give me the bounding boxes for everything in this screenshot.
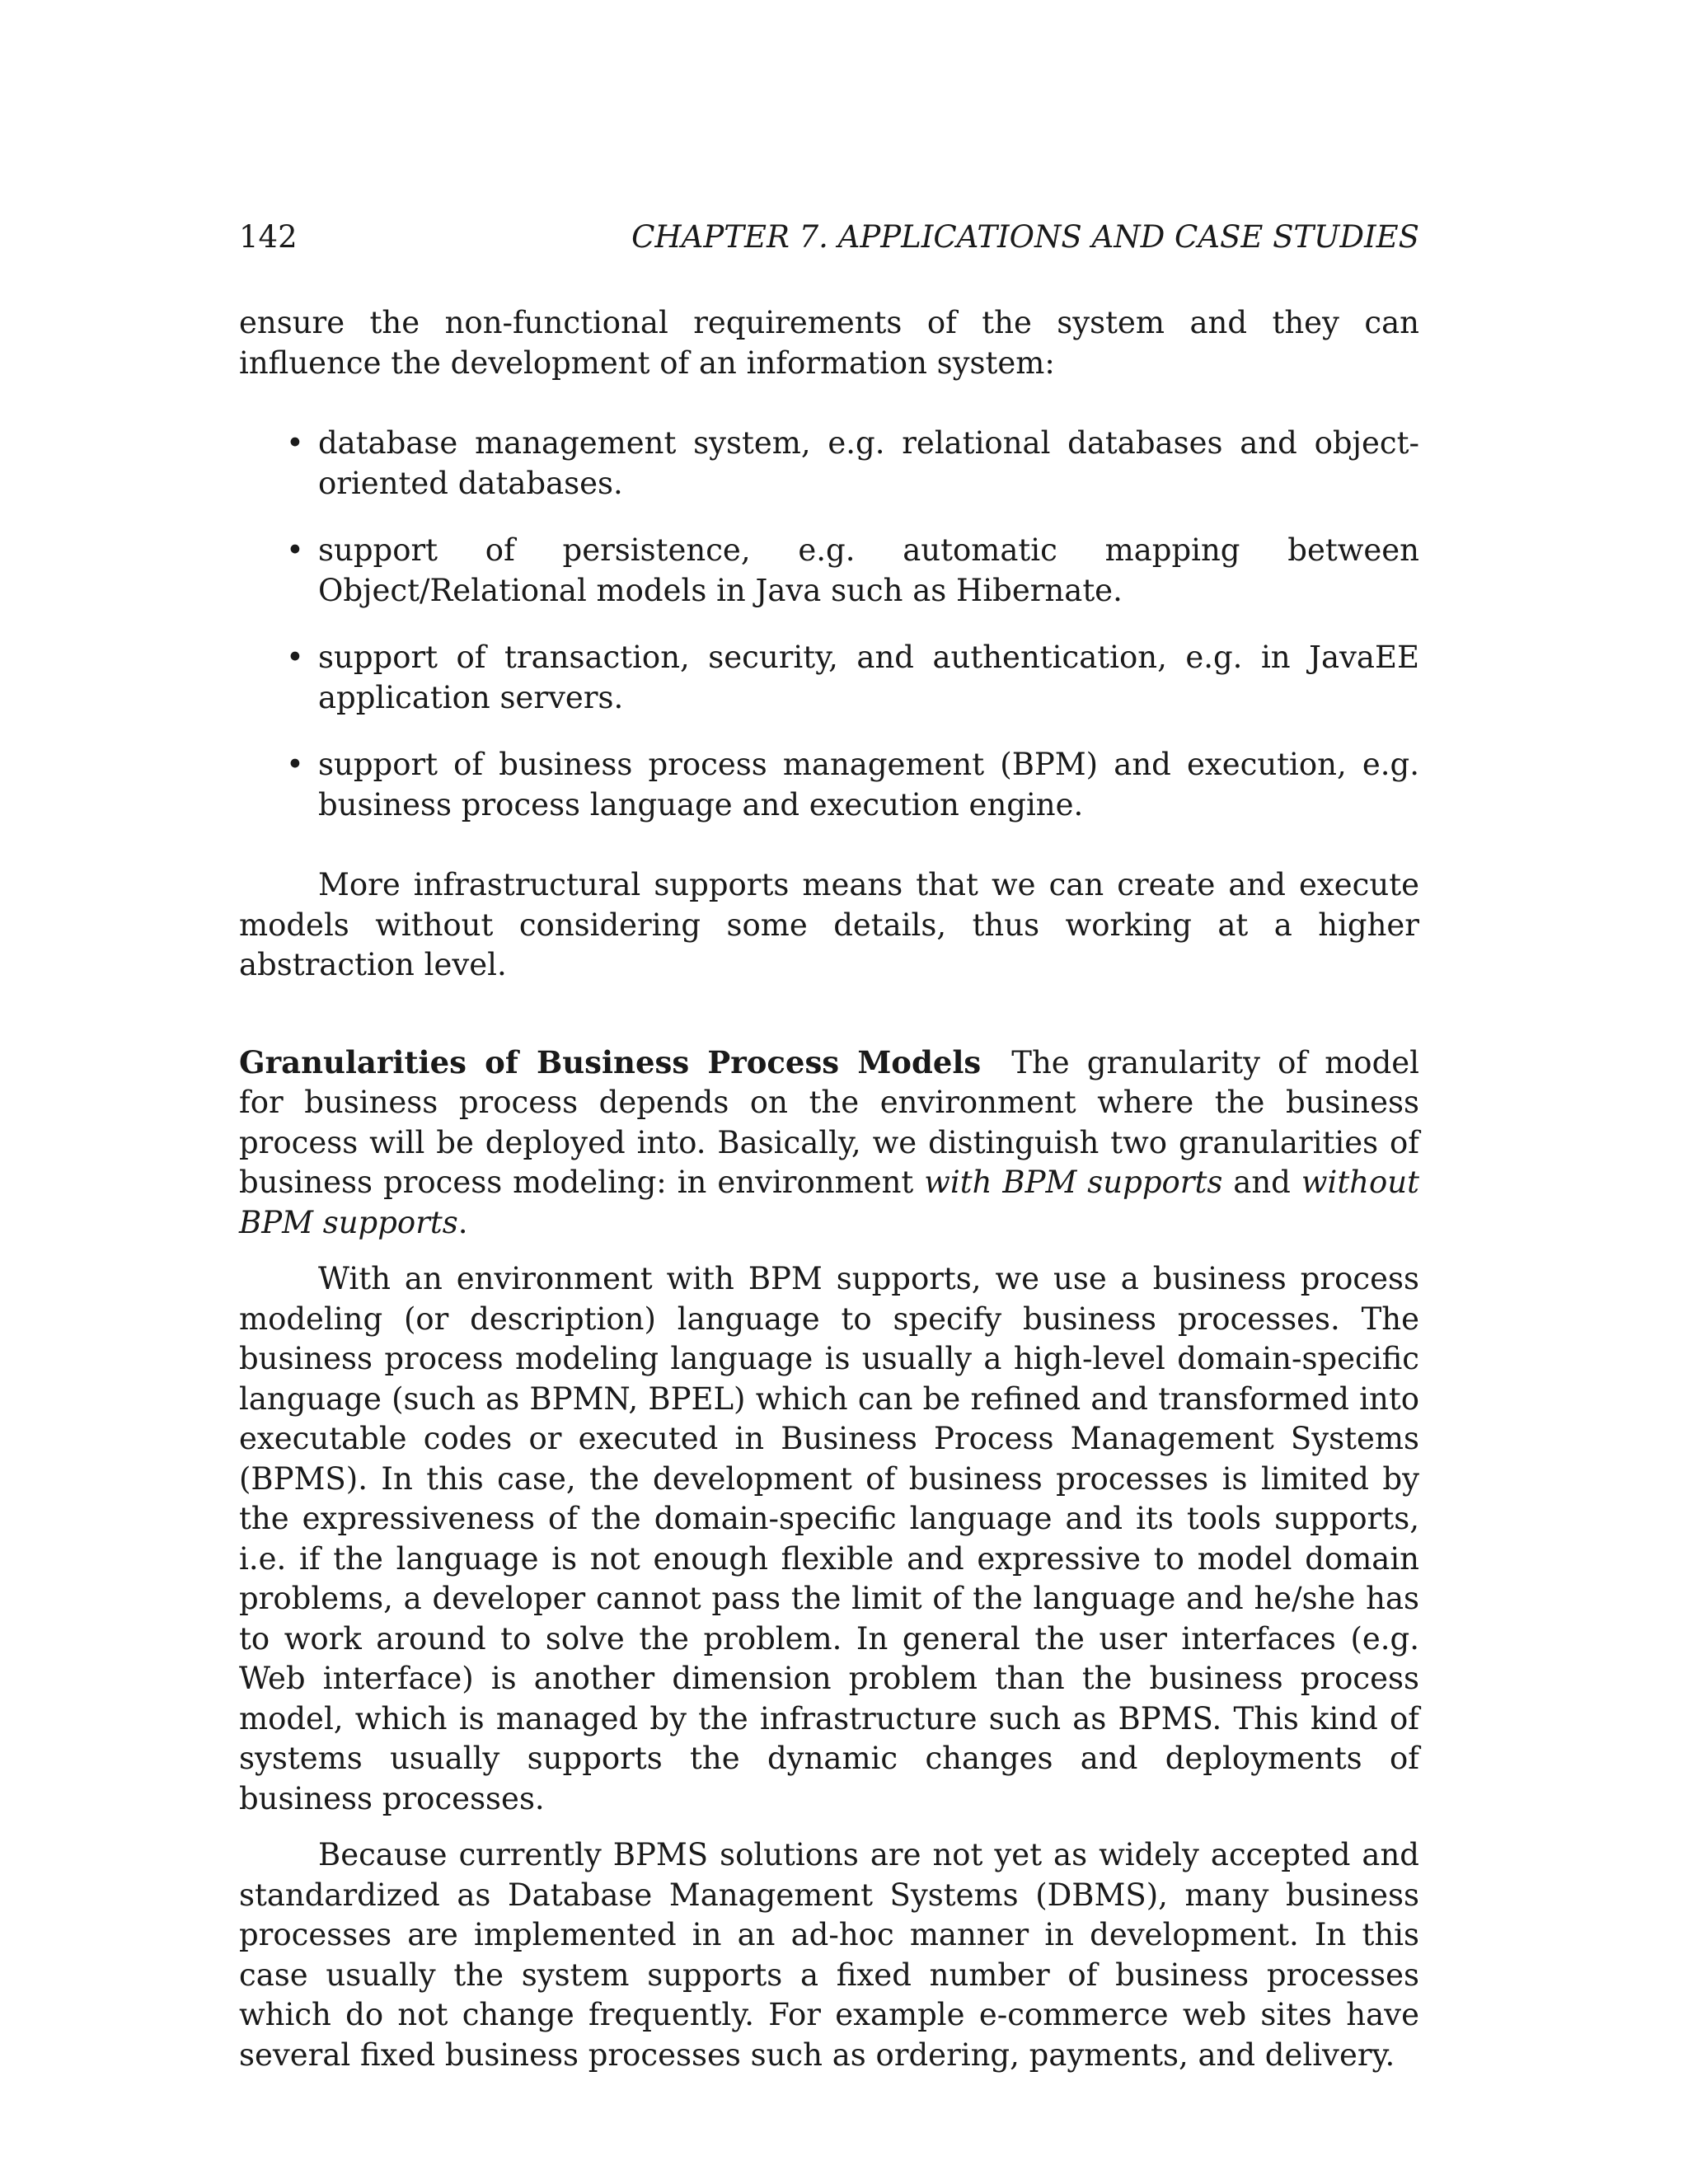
granularity-paragraph xyxy=(239,1043,1419,1244)
list-item-text: support of persistence, e.g. automatic mapping between Object/Relational models in Java such as Hibernate. xyxy=(318,532,1419,608)
section-heading: Granularities of Business Process Models xyxy=(239,1043,982,1080)
granularity-emphasis-without: without BPM supports xyxy=(239,1165,1419,1240)
page-number: 142 xyxy=(239,219,298,255)
dbms-paragraph: Because currently BPMS solutions are not yet as widely accepted and standardized as Database Management Systems (DBMS), many business processes are implemented in an ad-hoc manner in development. In this case usually the system supports a fixed number of business processes which do not change frequently. For example e-commerce web sites have several fixed business processes such as ordering, payments, and delivery. xyxy=(239,1837,1419,2073)
granularity-text-before: The granularity of model for business process depends on the environment where the business process will be deployed into. Basically, we distinguish two granularities of business process modeling: in environment xyxy=(239,1044,1419,1200)
infrastructure-paragraph: More infrastructural supports means that we can create and execute models without considering some details, thus working at a higher abstraction level. xyxy=(239,867,1419,982)
heading-spacer xyxy=(981,1045,1011,1080)
granularity-text-after: . xyxy=(457,1204,468,1240)
bpm-paragraph: With an environment with BPM supports, we use a business process modeling (or description) language to specify business processes. The business process modeling language is usually a high-level domain-specific language (such as BPMN, BPEL) which can be refined and transformed into executable codes or executed in Business Process Management Systems (BPMS). In this case, the development of business processes is limited by the expressiveness of the domain-specific language and its tools supports, i.e. if the language is not enough flexible and expressive to model domain problems, a developer cannot pass the limit of the language and he/she has to work around to solve the problem. In general the user interfaces (e.g. Web interface) is another dimension problem than the business process model, which is managed by the infrastructure such as BPMS. This kind of systems usually supports the dynamic changes and deployments of business processes. xyxy=(239,1261,1419,1816)
granularity-emphasis-with: with BPM supports xyxy=(924,1165,1223,1200)
list-item xyxy=(286,745,1419,825)
list-item xyxy=(286,424,1419,504)
list-item-text: database management system, e.g. relational databases and object-oriented databases. xyxy=(318,425,1419,501)
list-item xyxy=(286,638,1419,718)
bullet-icon: • xyxy=(286,532,304,568)
infrastructure-list xyxy=(239,424,1419,825)
granularity-text-middle: and xyxy=(1222,1165,1301,1200)
body-text xyxy=(239,303,1419,2075)
list-item xyxy=(286,531,1419,611)
list-item-text: support of transaction, security, and authentication, e.g. in JavaEE application servers. xyxy=(318,640,1419,715)
intro-paragraph: ensure the non-functional requirements of the system and they can influence the development of an information system: xyxy=(239,305,1419,381)
running-title: CHAPTER 7. APPLICATIONS AND CASE STUDIES xyxy=(631,219,1419,255)
bullet-icon: • xyxy=(286,425,304,461)
bullet-icon: • xyxy=(286,747,304,782)
page-header xyxy=(239,213,1419,262)
list-item-text: support of business process management (BPM) and execution, e.g. business process language and execution engine. xyxy=(318,747,1419,823)
bullet-icon: • xyxy=(286,640,304,675)
